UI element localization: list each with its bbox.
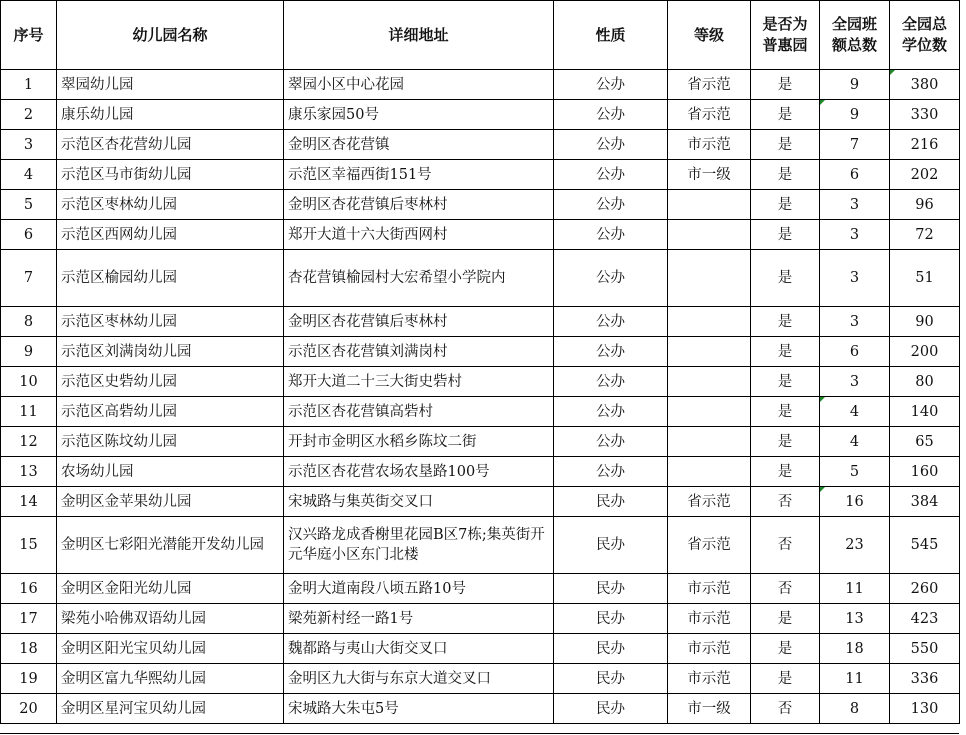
cell-level[interactable]: 市示范 — [668, 130, 751, 160]
cell-name[interactable]: 示范区枣林幼儿园 — [57, 307, 284, 337]
cell-index[interactable]: 8 — [1, 307, 57, 337]
cell-nature[interactable]: 民办 — [554, 487, 668, 517]
cell-index[interactable]: 14 — [1, 487, 57, 517]
cell-seats[interactable]: 130 — [890, 694, 960, 724]
cell-name[interactable]: 金明区金阳光幼儿园 — [57, 574, 284, 604]
cell-nature[interactable]: 民办 — [554, 604, 668, 634]
cell-index[interactable]: 10 — [1, 367, 57, 397]
cell-nature[interactable]: 公办 — [554, 307, 668, 337]
cell-index[interactable]: 6 — [1, 220, 57, 250]
cell-nature[interactable]: 公办 — [554, 220, 668, 250]
cell-classes[interactable]: 3 — [820, 190, 890, 220]
cell-level[interactable] — [668, 367, 751, 397]
header-nature[interactable]: 性质 — [554, 1, 668, 70]
cell-classes[interactable]: 3 — [820, 220, 890, 250]
cell-index[interactable]: 4 — [1, 160, 57, 190]
cell-name[interactable]: 康乐幼儿园 — [57, 100, 284, 130]
cell-seats[interactable]: 200 — [890, 337, 960, 367]
cell-seats[interactable]: 380 — [890, 70, 960, 100]
cell-name[interactable]: 示范区枣林幼儿园 — [57, 190, 284, 220]
cell-name[interactable]: 翠园幼儿园 — [57, 70, 284, 100]
cell-classes[interactable]: 11 — [820, 574, 890, 604]
cell-inclusive[interactable]: 否 — [751, 574, 820, 604]
table-row — [1, 70, 960, 100]
cell-seats[interactable]: 550 — [890, 634, 960, 664]
cell-name[interactable]: 金明区富九华熙幼儿园 — [57, 664, 284, 694]
cell-address[interactable]: 示范区杏花营镇高砦村 — [284, 397, 554, 427]
cell-address[interactable]: 金明大道南段八顷五路10号 — [284, 574, 554, 604]
header-address[interactable]: 详细地址 — [284, 1, 554, 70]
cell-classes[interactable]: 6 — [820, 337, 890, 367]
cell-level[interactable]: 市示范 — [668, 664, 751, 694]
cell-level[interactable]: 省示范 — [668, 70, 751, 100]
cell-address[interactable]: 汉兴路龙成香榭里花园B区7栋;集英街开元华庭小区东门北楼 — [284, 517, 554, 574]
cell-address[interactable]: 金明区杏花营镇后枣林村 — [284, 307, 554, 337]
header-classes[interactable] — [820, 1, 890, 70]
cell-index[interactable]: 11 — [1, 397, 57, 427]
cell-inclusive[interactable]: 是 — [751, 337, 820, 367]
cell-address[interactable]: 开封市金明区水稻乡陈坟二街 — [284, 427, 554, 457]
cell-level[interactable] — [668, 220, 751, 250]
table-row — [1, 100, 960, 130]
cell-seats[interactable]: 80 — [890, 367, 960, 397]
header-row — [1, 1, 960, 70]
table-row — [1, 664, 960, 694]
cell-index[interactable]: 9 — [1, 337, 57, 367]
cell-nature[interactable]: 民办 — [554, 694, 668, 724]
cell-classes[interactable]: 3 — [820, 367, 890, 397]
cell-index[interactable]: 15 — [1, 517, 57, 574]
table-row — [1, 130, 960, 160]
cell-classes[interactable]: 3 — [820, 250, 890, 307]
cell-classes[interactable]: 9 — [820, 70, 890, 100]
table-row — [1, 517, 960, 574]
cell-nature[interactable]: 公办 — [554, 130, 668, 160]
table-row — [1, 337, 960, 367]
cell-level[interactable] — [668, 337, 751, 367]
cell-nature[interactable]: 公办 — [554, 427, 668, 457]
cell-classes[interactable]: 4 — [820, 397, 890, 427]
cell-level[interactable]: 市一级 — [668, 694, 751, 724]
table-row — [1, 190, 960, 220]
cell-inclusive[interactable]: 是 — [751, 160, 820, 190]
cell-address[interactable]: 翠园小区中心花园 — [284, 70, 554, 100]
cell-level[interactable] — [668, 307, 751, 337]
cell-classes[interactable]: 5 — [820, 457, 890, 487]
table-row — [1, 427, 960, 457]
cell-seats[interactable]: 545 — [890, 517, 960, 574]
table-row — [1, 694, 960, 724]
cell-inclusive[interactable]: 是 — [751, 307, 820, 337]
cell-seats[interactable]: 423 — [890, 604, 960, 634]
cell-seats[interactable]: 330 — [890, 100, 960, 130]
cell-address[interactable]: 梁苑新村经一路1号 — [284, 604, 554, 634]
cell-address[interactable]: 杏花营镇榆园村大宏希望小学院内 — [284, 250, 554, 307]
cell-address[interactable]: 郑开大道十六大街西网村 — [284, 220, 554, 250]
cell-address[interactable]: 宋城路与集英街交叉口 — [284, 487, 554, 517]
cell-name[interactable]: 示范区高砦幼儿园 — [57, 397, 284, 427]
table-row — [1, 604, 960, 634]
cell-name[interactable]: 示范区马市街幼儿园 — [57, 160, 284, 190]
cell-seats[interactable]: 384 — [890, 487, 960, 517]
cell-nature[interactable]: 公办 — [554, 190, 668, 220]
header-level[interactable]: 等级 — [668, 1, 751, 70]
cell-seats[interactable]: 90 — [890, 307, 960, 337]
cell-classes[interactable]: 6 — [820, 160, 890, 190]
cell-nature[interactable]: 公办 — [554, 70, 668, 100]
table-row — [1, 574, 960, 604]
cell-level[interactable]: 市示范 — [668, 604, 751, 634]
cell-seats[interactable]: 140 — [890, 397, 960, 427]
table-row — [1, 220, 960, 250]
cell-index[interactable]: 5 — [1, 190, 57, 220]
cell-inclusive[interactable]: 是 — [751, 634, 820, 664]
cell-name[interactable]: 示范区史砦幼儿园 — [57, 367, 284, 397]
cell-level[interactable] — [668, 190, 751, 220]
table-row — [1, 307, 960, 337]
cell-level[interactable]: 市示范 — [668, 574, 751, 604]
cell-nature[interactable]: 公办 — [554, 100, 668, 130]
cell-level[interactable]: 省示范 — [668, 487, 751, 517]
cell-name[interactable]: 金明区星河宝贝幼儿园 — [57, 694, 284, 724]
cell-seats[interactable]: 202 — [890, 160, 960, 190]
cell-inclusive[interactable]: 是 — [751, 220, 820, 250]
cell-seats[interactable]: 336 — [890, 664, 960, 694]
header-seats-line2: 学位数 — [901, 36, 947, 54]
cell-inclusive[interactable]: 是 — [751, 367, 820, 397]
cell-classes[interactable]: 23 — [820, 517, 890, 574]
table-row — [1, 160, 960, 190]
cell-index[interactable]: 17 — [1, 604, 57, 634]
cell-address[interactable]: 郑开大道二十三大街史砦村 — [284, 367, 554, 397]
cell-seats[interactable]: 260 — [890, 574, 960, 604]
cell-inclusive[interactable]: 是 — [751, 664, 820, 694]
cell-inclusive[interactable]: 是 — [751, 427, 820, 457]
table-row — [1, 367, 960, 397]
cell-nature[interactable]: 公办 — [554, 250, 668, 307]
header-inclusive[interactable] — [751, 1, 820, 70]
cell-seats[interactable]: 160 — [890, 457, 960, 487]
cell-level[interactable]: 省示范 — [668, 100, 751, 130]
cell-address[interactable]: 示范区幸福西街151号 — [284, 160, 554, 190]
cell-level[interactable]: 省示范 — [668, 517, 751, 574]
cell-nature[interactable]: 公办 — [554, 397, 668, 427]
cell-classes[interactable]: 7 — [820, 130, 890, 160]
cell-address[interactable]: 金明区杏花营镇后枣林村 — [284, 190, 554, 220]
cell-inclusive[interactable]: 是 — [751, 604, 820, 634]
cell-name[interactable]: 梁苑小哈佛双语幼儿园 — [57, 604, 284, 634]
cell-inclusive[interactable]: 是 — [751, 397, 820, 427]
cell-address[interactable]: 示范区杏花营镇刘满岗村 — [284, 337, 554, 367]
cell-index[interactable]: 7 — [1, 250, 57, 307]
table-row — [1, 487, 960, 517]
cell-inclusive[interactable]: 是 — [751, 130, 820, 160]
cell-index[interactable]: 1 — [1, 70, 57, 100]
cell-inclusive[interactable]: 是 — [751, 190, 820, 220]
cell-level[interactable] — [668, 427, 751, 457]
cell-nature[interactable]: 公办 — [554, 160, 668, 190]
header-seats-line1: 全园总 — [901, 15, 947, 33]
cell-index[interactable]: 20 — [1, 694, 57, 724]
header-seats[interactable] — [890, 1, 960, 70]
cell-classes[interactable]: 11 — [820, 664, 890, 694]
cell-nature[interactable]: 公办 — [554, 337, 668, 367]
cell-classes[interactable]: 13 — [820, 604, 890, 634]
cell-classes[interactable]: 16 — [820, 487, 890, 517]
cell-address[interactable]: 魏都路与夷山大街交叉口 — [284, 634, 554, 664]
cell-classes[interactable]: 9 — [820, 100, 890, 130]
cell-classes[interactable]: 3 — [820, 307, 890, 337]
header-index[interactable]: 序号 — [1, 1, 57, 70]
cell-classes[interactable]: 18 — [820, 634, 890, 664]
cell-seats[interactable]: 72 — [890, 220, 960, 250]
cell-name[interactable]: 示范区刘满岗幼儿园 — [57, 337, 284, 367]
cell-nature[interactable]: 民办 — [554, 664, 668, 694]
cell-name[interactable]: 示范区杏花营幼儿园 — [57, 130, 284, 160]
table-body — [1, 70, 960, 724]
table-row — [1, 457, 960, 487]
cell-index[interactable]: 12 — [1, 427, 57, 457]
table-row — [1, 250, 960, 307]
cell-index[interactable]: 19 — [1, 664, 57, 694]
cell-name[interactable]: 金明区金苹果幼儿园 — [57, 487, 284, 517]
cell-classes[interactable]: 8 — [820, 694, 890, 724]
cell-index[interactable]: 18 — [1, 634, 57, 664]
cell-seats[interactable]: 96 — [890, 190, 960, 220]
cell-index[interactable]: 13 — [1, 457, 57, 487]
cell-nature[interactable]: 民办 — [554, 517, 668, 574]
cell-level[interactable]: 市一级 — [668, 160, 751, 190]
cell-name[interactable]: 金明区七彩阳光潜能开发幼儿园 — [57, 517, 284, 574]
cell-address[interactable]: 康乐家园50号 — [284, 100, 554, 130]
cell-level[interactable]: 市示范 — [668, 634, 751, 664]
cell-seats[interactable]: 216 — [890, 130, 960, 160]
header-inclusive-line2: 普惠园 — [762, 36, 808, 54]
cell-seats[interactable]: 65 — [890, 427, 960, 457]
cell-level[interactable] — [668, 250, 751, 307]
cell-name[interactable]: 示范区榆园幼儿园 — [57, 250, 284, 307]
header-name[interactable]: 幼儿园名称 — [57, 1, 284, 70]
cell-name[interactable]: 金明区阳光宝贝幼儿园 — [57, 634, 284, 664]
table-row — [1, 397, 960, 427]
cell-inclusive[interactable]: 是 — [751, 70, 820, 100]
cell-classes[interactable]: 4 — [820, 427, 890, 457]
cell-index[interactable]: 3 — [1, 130, 57, 160]
cell-inclusive[interactable]: 否 — [751, 487, 820, 517]
cell-index[interactable]: 2 — [1, 100, 57, 130]
cell-name[interactable]: 农场幼儿园 — [57, 457, 284, 487]
cell-seats[interactable]: 51 — [890, 250, 960, 307]
cell-inclusive[interactable]: 是 — [751, 250, 820, 307]
cell-address[interactable]: 宋城路大朱屯5号 — [284, 694, 554, 724]
cell-inclusive[interactable]: 是 — [751, 457, 820, 487]
cell-address[interactable]: 金明区杏花营镇 — [284, 130, 554, 160]
cell-name[interactable]: 示范区西网幼儿园 — [57, 220, 284, 250]
cell-nature[interactable]: 民办 — [554, 574, 668, 604]
cell-address[interactable]: 金明区九大街与东京大道交叉口 — [284, 664, 554, 694]
header-classes-line2: 额总数 — [831, 36, 877, 54]
cell-level[interactable] — [668, 397, 751, 427]
cell-nature[interactable]: 公办 — [554, 367, 668, 397]
cell-inclusive[interactable]: 是 — [751, 100, 820, 130]
cell-level[interactable] — [668, 457, 751, 487]
cell-inclusive[interactable]: 否 — [751, 694, 820, 724]
cell-index[interactable]: 16 — [1, 574, 57, 604]
table-row — [1, 634, 960, 664]
header-classes-line1: 全园班 — [831, 15, 877, 33]
header-inclusive-line1: 是否为 — [762, 15, 808, 33]
cell-nature[interactable]: 公办 — [554, 457, 668, 487]
cell-inclusive[interactable]: 否 — [751, 517, 820, 574]
cell-name[interactable]: 示范区陈坟幼儿园 — [57, 427, 284, 457]
cell-address[interactable]: 示范区杏花营农场农垦路100号 — [284, 457, 554, 487]
cell-nature[interactable]: 民办 — [554, 634, 668, 664]
